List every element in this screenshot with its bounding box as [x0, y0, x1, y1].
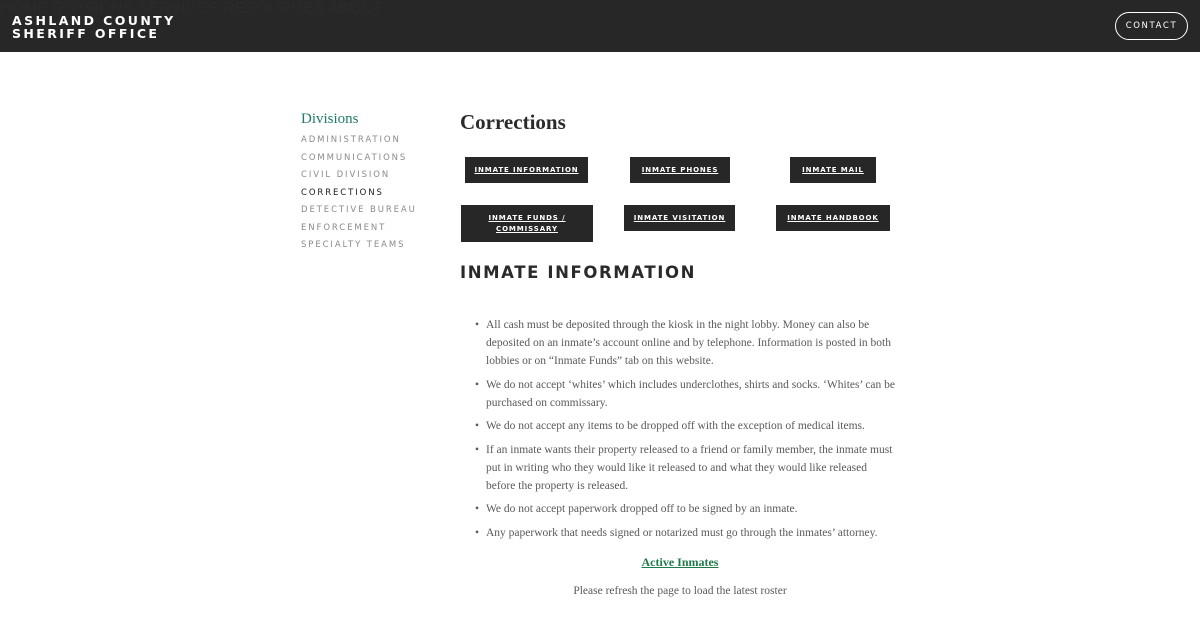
- refresh-note: Please refresh the page to load the latest roster: [573, 585, 787, 597]
- sidebar-item-administration[interactable]: ADMINISTRATION: [301, 135, 401, 145]
- nav-services[interactable]: SERVICES: [137, 0, 219, 17]
- page-title: Corrections: [460, 110, 566, 134]
- list-item: • We do not accept any items to be dropped off with the exception of medical items.: [486, 417, 896, 435]
- nav-home[interactable]: HOME: [0, 0, 48, 17]
- sidebar-item-detective-bureau[interactable]: DETECTIVE BUREAU: [301, 205, 417, 215]
- sidebar-item-communications[interactable]: COMMUNICATIONS: [301, 152, 408, 163]
- inmate-funds-commissary-button[interactable]: [461, 205, 593, 242]
- inmate-mail-button[interactable]: INMATE MAIL: [790, 157, 876, 183]
- inmate-phones-button[interactable]: INMATE PHONES: [630, 157, 730, 183]
- sidebar-list: [301, 135, 417, 258]
- section-heading: INMATE INFORMATION: [460, 263, 697, 282]
- inmate-funds-label-line-2: COMMISSARY: [496, 224, 558, 233]
- main-nav: [0, 0, 1200, 18]
- inmate-visitation-button[interactable]: INMATE VISITATION: [624, 205, 735, 231]
- active-inmates-link[interactable]: Active Inmates: [641, 555, 719, 569]
- sidebar-title[interactable]: Divisions: [301, 111, 359, 127]
- list-item: • We do not accept paperwork dropped off to be signed by an inmate.: [486, 500, 896, 518]
- list-item: • All cash must be deposited through the kiosk in the night lobby. Money can also be deposited on an inmate’s account online and by telephone. Information is posted in both lobbies or on “Inmate Funds” tab on this website.: [486, 316, 896, 370]
- brand-line-1: ASHLAND COUNTY: [12, 13, 176, 28]
- nav-divisions[interactable]: DIVISIONS: [52, 0, 134, 17]
- list-item: • If an inmate wants their property released to a friend or family member, the inmate must put in writing who they would like it released to and what they would like released before the property is released.: [486, 441, 896, 495]
- sidebar-item-enforcement[interactable]: ENFORCEMENT: [301, 222, 387, 233]
- list-item: • We do not accept ‘whites’ which includes underclothes, shirts and socks. ‘Whites’ can be purchased on commissary.: [486, 376, 896, 412]
- list-item: • Any paperwork that needs signed or notarized must go through the inmates’ attorney.: [486, 524, 896, 542]
- site-logo[interactable]: [12, 14, 176, 40]
- sidebar-item-civil-division[interactable]: CIVIL DIVISION: [301, 170, 391, 180]
- nav-resources[interactable]: RESOURCES: [222, 0, 325, 17]
- brand-line-2: SHERIFF OFFICE: [12, 26, 160, 41]
- sidebar-item-corrections[interactable]: CORRECTIONS: [301, 187, 384, 198]
- site-header: [0, 0, 1200, 52]
- inmate-information-button[interactable]: INMATE INFORMATION: [465, 157, 588, 183]
- nav-about[interactable]: ABOUT: [327, 0, 383, 17]
- inmate-funds-label-line-1: INMATE FUNDS /: [488, 213, 566, 222]
- inmate-handbook-button[interactable]: INMATE HANDBOOK: [776, 205, 890, 231]
- contact-button[interactable]: CONTACT: [1115, 12, 1188, 40]
- inmate-info-list: [486, 316, 896, 547]
- sidebar-item-specialty-teams[interactable]: SPECIALTY TEAMS: [301, 240, 406, 250]
